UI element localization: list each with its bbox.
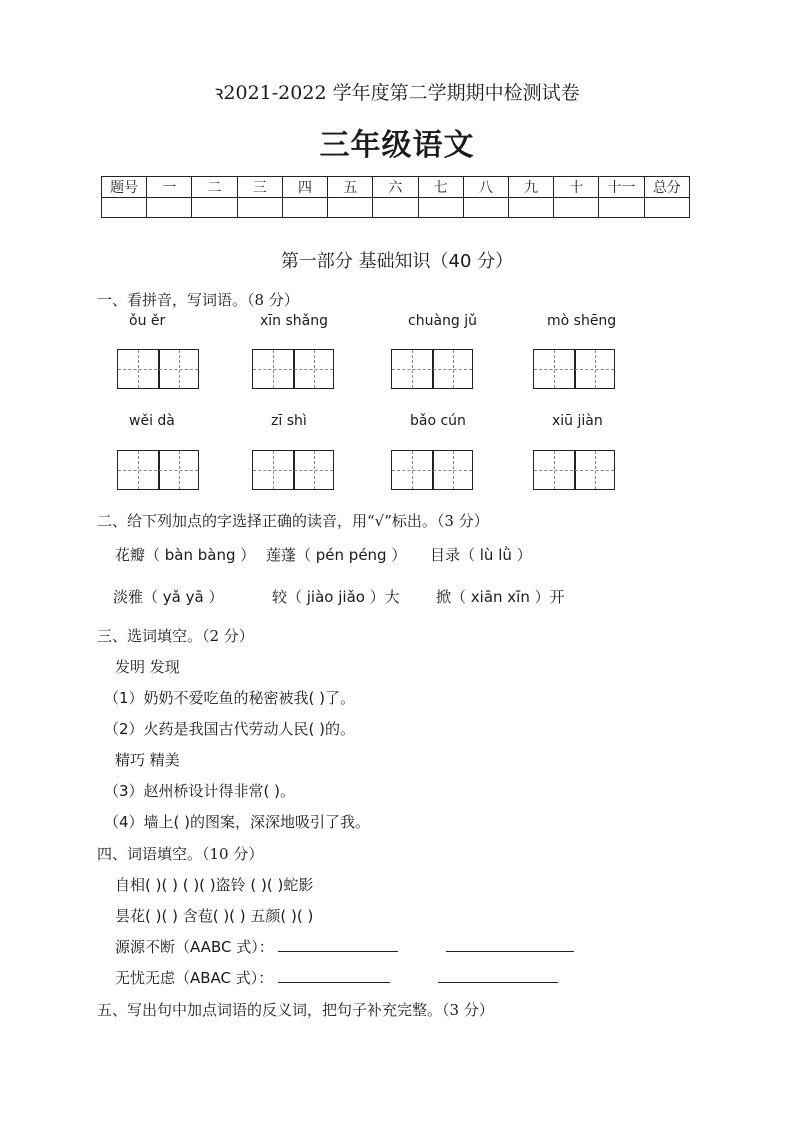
writing-grid[interactable] — [252, 450, 334, 490]
score-header-cell: 十一 — [599, 177, 644, 198]
q4-pattern-label: 源源不断（AABC 式）： — [115, 938, 274, 956]
q2-heading: 二、给下列加点的字选择正确的读音，用“√”标出。（3 分） — [97, 512, 489, 530]
exam-subtitle: 三年级语文 — [319, 128, 475, 163]
score-cell[interactable] — [463, 198, 508, 218]
q1-heading: 一、看拼音，写词语。（8 分） — [97, 291, 299, 309]
q3-heading: 三、选词填空。（2 分） — [97, 627, 254, 645]
q4-idiom-row[interactable]: 昙花( )( ) 含苞( )( ) 五颜( )( ) — [115, 907, 314, 925]
score-header-cell: 五 — [328, 177, 373, 198]
score-table-header-row — [102, 177, 690, 198]
score-cell[interactable] — [554, 198, 599, 218]
score-cell[interactable] — [418, 198, 463, 218]
q2-item[interactable]: 淡雅（ yǎ yā ） — [113, 588, 224, 606]
q4-heading: 四、词语填空。（10 分） — [97, 845, 264, 863]
pinyin-label: zī shì — [271, 413, 307, 429]
score-cell[interactable] — [328, 198, 373, 218]
score-cell[interactable] — [373, 198, 418, 218]
q2-item[interactable]: 莲蓬（ pén péng ） — [266, 546, 407, 564]
score-cell[interactable] — [508, 198, 553, 218]
writing-grid[interactable] — [533, 450, 615, 490]
score-header-cell: 七 — [418, 177, 463, 198]
score-header-cell: 十 — [554, 177, 599, 198]
q4-pattern-label: 无忧无虑（ABAC 式）： — [115, 969, 274, 987]
score-cell[interactable] — [599, 198, 644, 218]
score-header-cell: 九 — [508, 177, 553, 198]
q2-item[interactable]: 较（ jiào jiǎo ）大 — [272, 588, 400, 606]
writing-grid[interactable] — [252, 349, 334, 389]
score-header-cell: 六 — [373, 177, 418, 198]
score-header-cell: 八 — [463, 177, 508, 198]
writing-grid[interactable] — [391, 450, 473, 490]
score-header-cell: 题号 — [102, 177, 147, 198]
q5-heading: 五、写出句中加点词语的反义词，把句子补充完整。（3 分） — [97, 1001, 494, 1019]
writing-grid[interactable] — [117, 349, 199, 389]
writing-grid[interactable] — [533, 349, 615, 389]
pinyin-label: xiū jiàn — [552, 413, 603, 429]
pinyin-label: wěi dà — [129, 413, 175, 429]
q3-sentence[interactable]: （4）墙上( )的图案，深深地吸引了我。 — [104, 813, 371, 831]
q3-word-options: 发明 发现 — [115, 658, 180, 676]
q3-sentence[interactable]: （3）赵州桥设计得非常( )。 — [104, 782, 296, 800]
q2-item[interactable]: 目录（ lù lǜ ） — [430, 546, 532, 564]
score-cell[interactable] — [102, 198, 147, 218]
pinyin-label: chuàng jǔ — [408, 313, 477, 329]
score-table — [101, 176, 690, 218]
pinyin-label: mò shēng — [547, 313, 617, 329]
pinyin-label: ǒu ěr — [129, 313, 166, 329]
q2-item[interactable]: 掀（ xiān xīn ）开 — [436, 588, 565, 606]
score-header-cell: 一 — [147, 177, 192, 198]
writing-grid[interactable] — [117, 450, 199, 490]
answer-line[interactable] — [278, 951, 398, 952]
q3-sentence[interactable]: （1）奶奶不爱吃鱼的秘密被我( )了。 — [104, 689, 356, 707]
score-cell[interactable] — [192, 198, 237, 218]
score-table-blank-row — [102, 198, 690, 218]
q2-item[interactable]: 花瓣（ bàn bàng ） — [115, 546, 256, 564]
answer-line[interactable] — [278, 982, 390, 983]
q3-sentence[interactable]: （2）火药是我国古代劳动人民( )的。 — [104, 720, 356, 738]
score-cell[interactable] — [147, 198, 192, 218]
score-cell[interactable] — [237, 198, 282, 218]
score-cell[interactable] — [644, 198, 689, 218]
score-header-cell: 二 — [192, 177, 237, 198]
q3-word-options: 精巧 精美 — [115, 751, 180, 769]
answer-line[interactable] — [446, 951, 574, 952]
q4-idiom-row[interactable]: 自相( )( ) ( )( )盗铃 ( )( )蛇影 — [115, 876, 314, 894]
score-cell[interactable] — [282, 198, 327, 218]
part1-title: 第一部分 基础知识（40 分） — [280, 251, 514, 272]
writing-grid[interactable] — [391, 349, 473, 389]
score-header-cell: 四 — [282, 177, 327, 198]
pinyin-label: bǎo cún — [410, 413, 466, 429]
answer-line[interactable] — [438, 982, 558, 983]
pinyin-label: xīn shǎng — [260, 313, 329, 329]
score-header-cell: 三 — [237, 177, 282, 198]
exam-title: ꝛ2021-2022 学年度第二学期期中检测试卷 — [214, 82, 580, 104]
score-header-cell: 总分 — [644, 177, 689, 198]
